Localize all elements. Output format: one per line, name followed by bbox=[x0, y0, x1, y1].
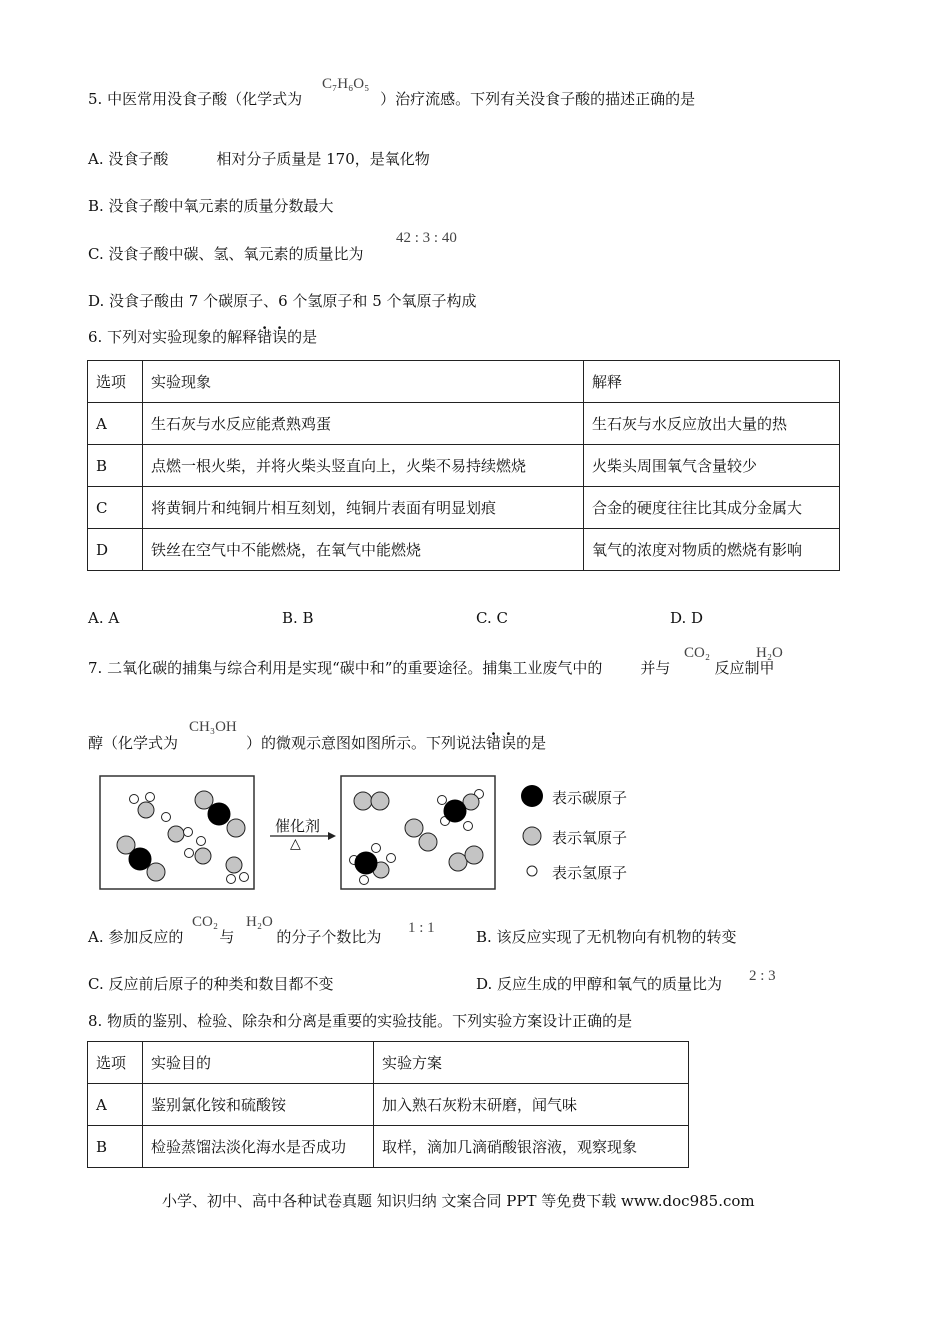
table-row bbox=[88, 487, 840, 529]
q5-stem: 5. 中医常用没食子酸（化学式为 ）治疗流感。下列有关没食子酸的描述正确的是 bbox=[88, 90, 696, 108]
q7-option-b: B. 该反应实现了无机物向有机物的转变 bbox=[476, 928, 737, 946]
legend-hydrogen-label: 表示氢原子 bbox=[552, 864, 628, 882]
table-cell: 将黄铜片和纯铜片相互刻划，纯铜片表面有明显划痕 bbox=[143, 487, 584, 529]
table-cell: 加入熟石灰粉末研磨，闻气味 bbox=[374, 1084, 689, 1126]
table-cell: B bbox=[88, 1126, 143, 1168]
arrow-head bbox=[328, 832, 336, 840]
q7-option-a: A. 参加反应的 与 的分子个数比为 bbox=[88, 928, 382, 946]
co2-molecule bbox=[195, 791, 245, 837]
q7-h2o: H₂O bbox=[756, 645, 783, 661]
table-header-row bbox=[88, 361, 840, 403]
o2-molecule bbox=[449, 846, 483, 871]
q8-stem: 8. 物质的鉴别、检验、除杂和分离是重要的实验技能。下列实验方案设计正确的是 bbox=[88, 1012, 633, 1030]
methanol-molecule bbox=[438, 790, 484, 831]
table-row bbox=[88, 403, 840, 445]
water-molecule bbox=[162, 813, 193, 843]
q6-table bbox=[87, 360, 840, 571]
table-cell: C bbox=[88, 487, 143, 529]
water-molecule bbox=[130, 793, 155, 819]
q7-co2: CO₂ bbox=[684, 645, 711, 661]
table-cell: 取样，滴加几滴硝酸银溶液，观察现象 bbox=[374, 1126, 689, 1168]
table-cell: 生石灰与水反应能煮熟鸡蛋 bbox=[143, 403, 584, 445]
q7-option-d: D. 反应生成的甲醇和氧气的质量比为 bbox=[476, 975, 723, 993]
table-header-cell: 选项 bbox=[88, 1042, 143, 1084]
q5-option-a: A. 没食子酸 相对分子质量是 170，是氧化物 bbox=[88, 150, 430, 168]
q7-stem-line2: 醇（化学式为 ）的微观示意图如图所示。下列说法错误的是 bbox=[88, 734, 547, 752]
table-cell: 铁丝在空气中不能燃烧，在氧气中能燃烧 bbox=[143, 529, 584, 571]
legend-carbon-icon bbox=[521, 785, 543, 807]
table-row bbox=[88, 1126, 689, 1168]
q7-opt-a-ratio: 1 : 1 bbox=[408, 920, 435, 936]
table-cell: A bbox=[88, 403, 143, 445]
table-cell: 生石灰与水反应放出大量的热 bbox=[584, 403, 840, 445]
table-row bbox=[88, 1084, 689, 1126]
q7-option-c: C. 反应前后原子的种类和数目都不变 bbox=[88, 975, 334, 993]
o2-molecule bbox=[405, 819, 437, 851]
water-molecule bbox=[226, 857, 249, 884]
q7-stem-line1: 7. 二氧化碳的捕集与综合利用是实现“碳中和”的重要途径。捕集工业废气中的 并与 反应制甲 bbox=[88, 659, 775, 677]
q5-ratio: 42 : 3 : 40 bbox=[396, 230, 457, 246]
o2-molecule bbox=[354, 792, 389, 810]
legend-symbols bbox=[518, 783, 548, 883]
table-cell: 氧气的浓度对物质的燃烧有影响 bbox=[584, 529, 840, 571]
water-molecule bbox=[185, 837, 212, 865]
table-cell: 点燃一根火柴，并将火柴头竖直向上，火柴不易持续燃烧 bbox=[143, 445, 584, 487]
q6-choice-c: C. C bbox=[476, 609, 508, 627]
page-footer: 小学、初中、高中各种试卷真题 知识归纳 文案合同 PPT 等免费下载 www.doc985.com bbox=[162, 1192, 755, 1210]
table-header-cell: 解释 bbox=[584, 361, 840, 403]
q6-choice-d: D. D bbox=[670, 609, 704, 627]
q7-opt-a-h2o: H₂O bbox=[246, 914, 273, 930]
arrow-sub: △ bbox=[290, 836, 301, 852]
q5-option-c: C. 没食子酸中碳、氢、氧元素的质量比为 bbox=[88, 245, 364, 263]
co2-molecule bbox=[117, 836, 165, 881]
table-cell: 检验蒸馏法淡化海水是否成功 bbox=[143, 1126, 374, 1168]
table-cell: D bbox=[88, 529, 143, 571]
table-header-cell: 实验方案 bbox=[374, 1042, 689, 1084]
q6-stem: 6. 下列对实验现象的解释错误的是 bbox=[88, 328, 318, 346]
q6-choice-a: A. A bbox=[88, 609, 120, 627]
table-cell: B bbox=[88, 445, 143, 487]
q6-choice-b: B. B bbox=[282, 609, 314, 627]
table-cell: 合金的硬度往往比其成分金属大 bbox=[584, 487, 840, 529]
table-header-cell: 选项 bbox=[88, 361, 143, 403]
table-header-row bbox=[88, 1042, 689, 1084]
table-row bbox=[88, 445, 840, 487]
legend-oxygen-label: 表示氧原子 bbox=[552, 829, 628, 847]
arrow-label: 催化剂 bbox=[275, 817, 321, 835]
legend-oxygen-icon bbox=[523, 827, 541, 845]
table-cell: 鉴别氯化铵和硫酸铵 bbox=[143, 1084, 374, 1126]
table-cell: A bbox=[88, 1084, 143, 1126]
methanol-molecule bbox=[350, 844, 396, 885]
q7-opt-a-co2: CO₂ bbox=[192, 914, 219, 930]
q5-formula: C₇H₆O₅ bbox=[322, 76, 370, 92]
q7-ch3oh: CH₃OH bbox=[189, 719, 237, 735]
q5-option-d: D. 没食子酸由 7 个碳原子、6 个氢原子和 5 个氧原子构成 bbox=[88, 292, 477, 310]
q7-opt-d-ratio: 2 : 3 bbox=[749, 968, 776, 984]
table-header-cell: 实验目的 bbox=[143, 1042, 374, 1084]
q5-option-b: B. 没食子酸中氧元素的质量分数最大 bbox=[88, 197, 334, 215]
table-header-cell: 实验现象 bbox=[143, 361, 584, 403]
q8-table bbox=[87, 1041, 689, 1168]
legend-hydrogen-icon bbox=[527, 866, 537, 876]
table-row bbox=[88, 529, 840, 571]
legend-carbon-label: 表示碳原子 bbox=[552, 789, 628, 807]
table-cell: 火柴头周围氧气含量较少 bbox=[584, 445, 840, 487]
